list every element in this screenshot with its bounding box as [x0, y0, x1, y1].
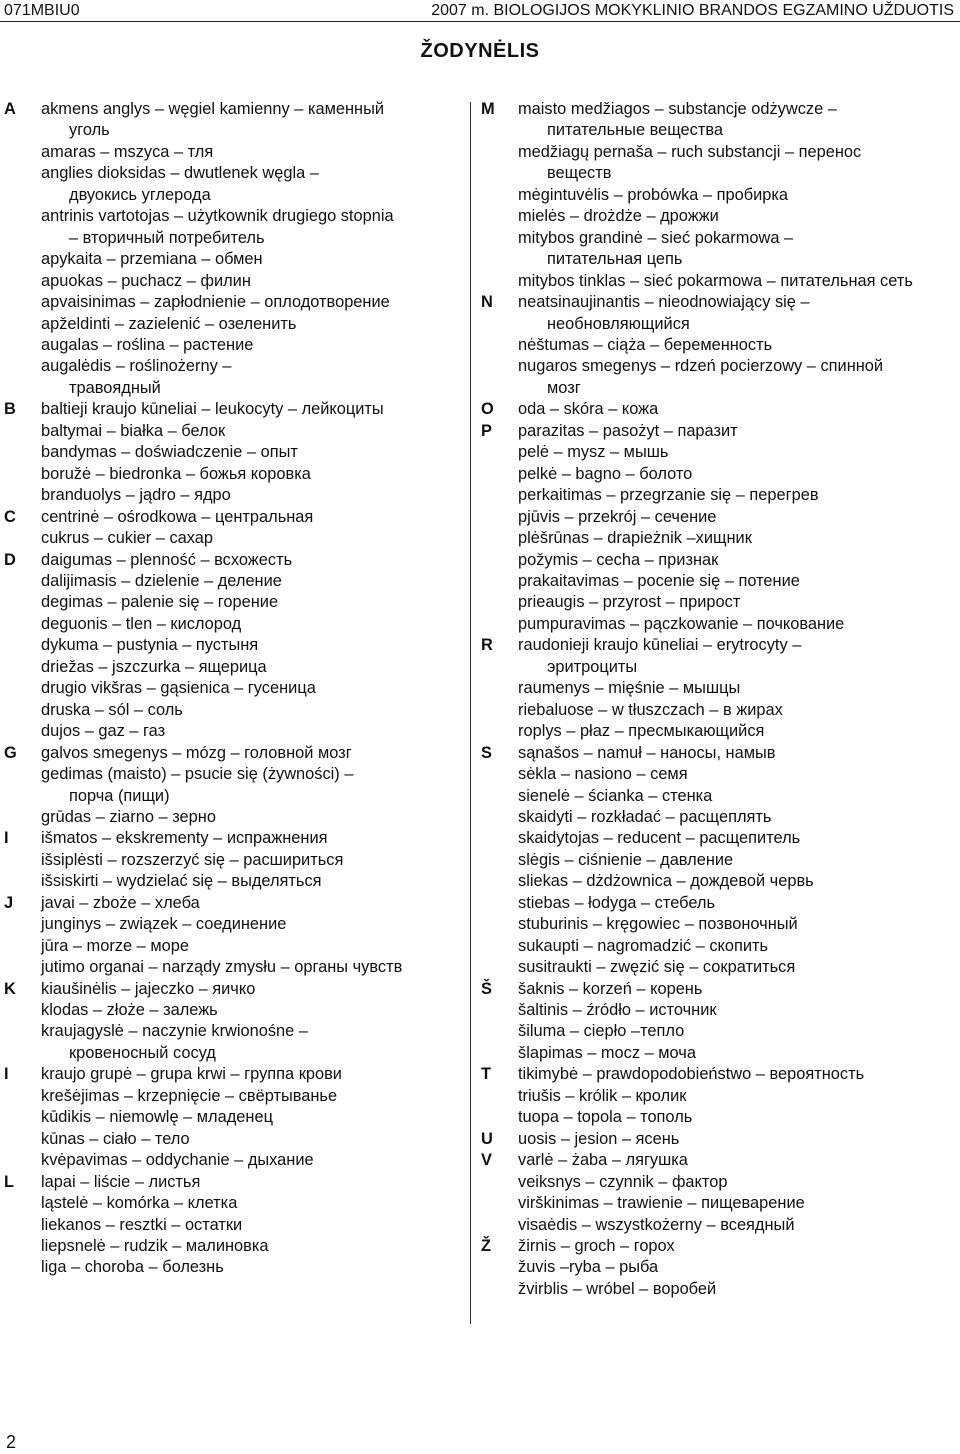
glossary-entry — [0, 571, 440, 592]
glossary-entry — [481, 635, 921, 656]
glossary-entry — [481, 721, 921, 742]
glossary-entry — [481, 1021, 921, 1042]
glossary-entry — [481, 399, 921, 420]
section-letter: K — [4, 979, 16, 998]
entry-text: išsiskirti – wydzielać się – выделяться — [41, 872, 322, 891]
entry-text: anglies dioksidas – dwutlenek węgla – — [41, 164, 319, 183]
exam-code: 071MBIU0 — [4, 2, 80, 19]
entry-text: baltieji kraujo kūneliai – leukocyty – лейкоциты — [41, 400, 384, 419]
section-letter: N — [481, 293, 493, 312]
glossary-entry — [0, 442, 440, 463]
entry-text: tikimybė – prawdopodobieństwo – вероятность — [518, 1065, 865, 1084]
section-letter: I — [4, 829, 9, 848]
entry-text: amaras – mszyca – тля — [41, 142, 214, 161]
glossary-entry — [481, 142, 921, 163]
glossary-entry — [481, 743, 921, 764]
entry-text: sienelė – ścianka – стенка — [518, 786, 713, 805]
glossary-entry — [0, 185, 440, 206]
entry-text: apželdinti – zazielenić – озеленить — [41, 314, 297, 333]
entry-text: augalas – roślina – растение — [41, 335, 254, 354]
glossary-entry — [481, 807, 921, 828]
glossary-entry — [0, 1215, 440, 1236]
glossary-entry — [481, 657, 921, 678]
section-letter: S — [481, 743, 492, 762]
glossary-entry — [0, 871, 440, 892]
entry-text: травоядный — [69, 378, 161, 397]
entry-text: liga – choroba – болезнь — [41, 1258, 224, 1277]
entry-text: jūra – morze – море — [41, 936, 189, 955]
glossary-entry — [481, 1150, 921, 1171]
entry-text: кровеносный сосуд — [69, 1043, 216, 1062]
entry-text: nugaros smegenys – rdzeń pocierzowy – спинной — [518, 357, 884, 376]
section-letter: L — [4, 1172, 15, 1191]
glossary-entry — [481, 786, 921, 807]
entry-text: išmatos – ekskrementy – испражнения — [41, 829, 328, 848]
entry-text: dalijimasis – dzielenie – деление — [41, 571, 282, 590]
glossary-entry — [0, 1193, 440, 1214]
entry-text: – вторичный потребитель — [69, 228, 265, 247]
glossary-entry — [0, 1021, 440, 1042]
section-letter: T — [481, 1065, 492, 1084]
glossary-entry — [481, 592, 921, 613]
glossary-entry — [0, 1064, 440, 1085]
column-divider — [470, 102, 471, 1324]
entry-text: raumenys – mięśnie – мышцы — [518, 679, 741, 698]
entry-text: krešėjimas – krzepnięcie – свёртыванье — [41, 1086, 338, 1105]
glossary-entry — [0, 786, 440, 807]
entry-text: nėštumas – ciąża – беременность — [518, 335, 773, 354]
glossary-entry — [0, 528, 440, 549]
entry-text: požymis – cecha – признак — [518, 550, 719, 569]
entry-text: cukrus – cukier – сахар — [41, 529, 213, 548]
entry-text: mėgintuvėlis – probówka – пробирка — [518, 185, 789, 204]
entry-text: virškinimas – trawienie – пищеварение — [518, 1194, 805, 1213]
entry-text: pjūvis – przekrój – сечение — [518, 507, 717, 526]
entry-text: gedimas (maisto) – psucie się (żywności) – — [41, 765, 354, 784]
glossary-entry — [0, 314, 440, 335]
entry-text: apuokas – puchacz – филин — [41, 271, 251, 290]
glossary-entry — [481, 1129, 921, 1150]
glossary-entry — [481, 120, 921, 141]
section-letter: Ž — [481, 1237, 492, 1256]
entry-text: neatsinaujinantis – nieodnowiający się – — [518, 293, 810, 312]
glossary-entry — [481, 1236, 921, 1257]
glossary-entry — [481, 850, 921, 871]
glossary-entry — [481, 893, 921, 914]
glossary-entry — [481, 314, 921, 335]
entry-text: kūnas – ciało – тело — [41, 1129, 190, 1148]
glossary-entry — [481, 356, 921, 377]
glossary-entry — [0, 828, 440, 849]
glossary-entry — [0, 657, 440, 678]
glossary-entry — [481, 1000, 921, 1021]
entry-text: galvos smegenys – mózg – головной мозг — [41, 743, 352, 762]
glossary-entry — [481, 936, 921, 957]
entry-text: kiaušinėlis – jajeczko – яичко — [41, 979, 256, 998]
entry-text: oda – skóra – кожа — [518, 400, 659, 419]
glossary-entry — [0, 335, 440, 356]
section-letter: M — [481, 100, 495, 118]
glossary-entry — [0, 464, 440, 485]
glossary-entry — [0, 700, 440, 721]
glossary-entry — [0, 507, 440, 528]
entry-text: необновляющийся — [547, 314, 690, 333]
entry-text: stiebas – łodyga – стебель — [518, 893, 716, 912]
glossary-entry — [481, 464, 921, 485]
glossary-entry — [481, 378, 921, 399]
glossary-entry — [0, 1150, 440, 1171]
entry-text: kraujagyslė – naczynie krwionośne – — [41, 1022, 308, 1041]
glossary-entry — [481, 571, 921, 592]
glossary-entry — [0, 550, 440, 571]
entry-text: javai – zboże – хлеба — [41, 893, 200, 912]
entry-text: raudonieji kraujo kūneliai – erytrocyty – — [518, 636, 802, 655]
entry-text: lapai – liście – листья — [41, 1172, 201, 1191]
entry-text: šaltinis – źródło – источник — [518, 1001, 717, 1020]
entry-text: kūdikis – niemowlę – младенец — [41, 1108, 273, 1127]
glossary-entry — [0, 635, 440, 656]
page-number: 2 — [6, 1432, 17, 1452]
entry-text: veiksnys – czynnik – фактор — [518, 1172, 728, 1191]
glossary-entry — [0, 743, 440, 764]
entry-text: эритроциты — [547, 657, 638, 676]
entry-text: parazitas – pasożyt – паразит — [518, 421, 738, 440]
glossary-entry — [481, 528, 921, 549]
glossary-entry — [0, 1043, 440, 1064]
entry-text: apvaisinimas – zapłodnienie – оплодотворение — [41, 293, 390, 312]
glossary-entry — [0, 206, 440, 227]
entry-text: antrinis vartotojas – użytkownik drugiego stopnia — [41, 207, 394, 226]
entry-text: mielės – drożdże – дрожжи — [518, 207, 719, 226]
entry-text: mitybos grandinė – sieć pokarmowa – — [518, 228, 794, 247]
glossary-entry — [0, 914, 440, 935]
glossary-entry — [481, 335, 921, 356]
glossary-entry — [0, 271, 440, 292]
glossary-entry — [481, 828, 921, 849]
glossary-entry — [481, 678, 921, 699]
glossary-entry — [0, 421, 440, 442]
glossary-entry — [481, 292, 921, 313]
glossary-entry — [481, 163, 921, 184]
entry-text: uosis – jesion – ясень — [518, 1129, 680, 1148]
glossary-entry — [0, 850, 440, 871]
glossary-entry — [481, 421, 921, 442]
entry-text: skaidytojas – reducent – расщепитель — [518, 829, 801, 848]
entry-text: sukaupti – nagromadzić – скопить — [518, 936, 769, 955]
entry-text: baltymai – białka – белок — [41, 421, 226, 440]
glossary-entry — [481, 979, 921, 1000]
glossary-entry — [481, 249, 921, 270]
glossary-entry — [0, 614, 440, 635]
section-letter: C — [4, 507, 16, 526]
section-letter: D — [4, 550, 16, 569]
glossary-entry — [0, 678, 440, 699]
entry-text: roplys – płaz – пресмыкающийся — [518, 722, 765, 741]
entry-text: akmens anglys – węgiel kamienny – каменный — [41, 100, 385, 118]
glossary-entry — [481, 550, 921, 571]
entry-text: kraujo grupė – grupa krwi – группа крови — [41, 1065, 342, 1084]
entry-text: daigumas – plenność – всхожесть — [41, 550, 293, 569]
entry-text: pelkė – bagno – болото — [518, 464, 693, 483]
section-letter: J — [4, 893, 14, 912]
entry-text: susitraukti – zwęzić się – сократиться — [518, 958, 796, 977]
section-letter: I — [4, 1065, 9, 1084]
entry-text: веществ — [547, 164, 612, 183]
glossary-entry — [0, 99, 440, 120]
glossary-entry — [0, 485, 440, 506]
glossary-entry — [481, 1107, 921, 1128]
entry-text: perkaitimas – przegrzanie się – перегрев — [518, 486, 819, 505]
glossary-entry — [0, 807, 440, 828]
entry-text: sėkla – nasiono – семя — [518, 765, 688, 784]
entry-text: šiluma – ciepło –тепло — [518, 1022, 685, 1041]
entry-text: triušis – królik – кролик — [518, 1086, 687, 1105]
glossary-entry — [0, 721, 440, 742]
glossary-entry — [0, 1236, 440, 1257]
glossary-left-column — [0, 99, 440, 1279]
entry-text: medžiagų pernaša – ruch substancji – перенос — [518, 142, 862, 161]
glossary-entry — [0, 1129, 440, 1150]
glossary-entry — [481, 206, 921, 227]
glossary-entry — [481, 507, 921, 528]
entry-text: dujos – gaz – газ — [41, 722, 166, 741]
glossary-entry — [0, 292, 440, 313]
entry-text: šaknis – korzeń – корень — [518, 979, 703, 998]
entry-text: порча (пищи) — [69, 786, 170, 805]
glossary-entry — [0, 378, 440, 399]
glossary-entry — [481, 442, 921, 463]
glossary-entry — [481, 485, 921, 506]
entry-text: mitybos tinklas – sieć pokarmowa – питательная сеть — [518, 271, 913, 290]
glossary-entry — [0, 979, 440, 1000]
section-letter: V — [481, 1151, 492, 1170]
section-letter: U — [481, 1129, 493, 1148]
section-letter: B — [4, 400, 16, 419]
glossary-entry — [481, 1257, 921, 1278]
entry-text: deguonis – tlen – кислород — [41, 614, 242, 633]
entry-text: sąnašos – namuł – наносы, намыв — [518, 743, 776, 762]
entry-text: bandymas – doświadczenie – опыт — [41, 443, 298, 462]
glossary-entry — [481, 1086, 921, 1107]
glossary-entry — [0, 1172, 440, 1193]
glossary-entry — [481, 1215, 921, 1236]
glossary-entry — [0, 592, 440, 613]
glossary-entry — [0, 120, 440, 141]
entry-text: degimas – palenie się – горение — [41, 593, 279, 612]
entry-text: varlė – żaba – лягушка — [518, 1151, 688, 1170]
entry-text: žvirblis – wróbel – воробей — [518, 1279, 717, 1298]
entry-text: jutimo organai – narządy zmysłu – органы чувств — [41, 958, 403, 977]
entry-text: klodas – złoże – залежь — [41, 1001, 218, 1020]
glossary-entry — [481, 99, 921, 120]
entry-text: augalėdis – roślinożerny – — [41, 357, 232, 376]
entry-text: pelė – mysz – мышь — [518, 443, 669, 462]
entry-text: уголь — [69, 121, 110, 140]
entry-text: riebaluose – w tłuszczach – в жирах — [518, 700, 783, 719]
glossary-entry — [0, 893, 440, 914]
glossary-entry — [0, 957, 440, 978]
page-header — [0, 0, 960, 22]
entry-text: sliekas – dżdżownica – дождевой червь — [518, 872, 814, 891]
glossary-entry — [0, 1000, 440, 1021]
glossary-entry — [0, 356, 440, 377]
glossary-entry — [0, 228, 440, 249]
entry-text: питательные вещества — [547, 121, 724, 140]
entry-text: apykaita – przemiana – обмен — [41, 250, 263, 269]
section-letter: A — [4, 100, 16, 118]
glossary-entry — [0, 764, 440, 785]
entry-text: branduolys – jądro – ядро — [41, 486, 231, 505]
entry-text: šlapimas – mocz – моча — [518, 1043, 696, 1062]
page-title: ŽODYNĖLIS — [420, 40, 540, 62]
section-letter: G — [4, 743, 17, 762]
section-letter: R — [481, 636, 493, 655]
entry-text: junginys – związek – соединение — [41, 915, 287, 934]
entry-text: питательная цепь — [547, 250, 683, 269]
glossary-entry — [481, 1064, 921, 1085]
entry-text: pumpuravimas – pączkowanie – почкование — [518, 614, 845, 633]
glossary-entry — [481, 764, 921, 785]
entry-text: dykuma – pustynia – пустыня — [41, 636, 259, 655]
entry-text: liepsnelė – rudzik – малиновка — [41, 1237, 269, 1256]
section-letter: Š — [481, 979, 492, 998]
entry-text: druska – sól – соль — [41, 700, 183, 719]
entry-text: ląstelė – komórka – клетка — [41, 1194, 238, 1213]
glossary-entry — [481, 271, 921, 292]
entry-text: двуокись углерода — [69, 185, 211, 204]
section-letter: P — [481, 421, 492, 440]
section-letter: O — [481, 400, 494, 419]
entry-text: slėgis – ciśnienie – давление — [518, 850, 734, 869]
entry-text: žuvis –ryba – рыба — [518, 1258, 659, 1277]
glossary-entry — [0, 142, 440, 163]
glossary-entry — [481, 1193, 921, 1214]
entry-text: driežas – jszczurka – ящерица — [41, 657, 267, 676]
entry-text: prakaitavimas – pocenie się – потение — [518, 571, 800, 590]
entry-text: prieaugis – przyrost – прирост — [518, 593, 741, 612]
entry-text: skaidyti – rozkładać – расщеплять — [518, 807, 772, 826]
glossary-entry — [481, 1279, 921, 1300]
glossary-entry — [481, 1172, 921, 1193]
entry-text: stuburinis – kręgowiec – позвоночный — [518, 915, 798, 934]
entry-text: мозг — [547, 378, 581, 397]
entry-text: žirnis – groch – горох — [518, 1237, 675, 1256]
entry-text: plėšrūnas – drapieżnik –хищник — [518, 529, 752, 548]
entry-text: kvėpavimas – oddychanie – дыхание — [41, 1151, 314, 1170]
exam-title: 2007 m. BIOLOGIJOS MOKYKLINIO BRANDOS EGZAMINO UŽDUOTIS — [431, 2, 954, 19]
entry-text: boružė – biedronka – божья коровка — [41, 464, 311, 483]
glossary-entry — [481, 185, 921, 206]
glossary-entry — [481, 700, 921, 721]
glossary-entry — [481, 1043, 921, 1064]
entry-text: grūdas – ziarno – зерно — [41, 807, 216, 826]
glossary-entry — [0, 1107, 440, 1128]
entry-text: centrinė – ośrodkowa – центральная — [41, 507, 314, 526]
entry-text: liekanos – resztki – остатки — [41, 1215, 243, 1234]
glossary-entry — [481, 871, 921, 892]
glossary-entry — [0, 249, 440, 270]
glossary-entry — [481, 614, 921, 635]
glossary-entry — [0, 1086, 440, 1107]
entry-text: išsiplėsti – rozszerzyć się – расшириться — [41, 850, 344, 869]
entry-text: drugio vikšras – gąsienica – гусеница — [41, 679, 316, 698]
glossary-entry — [0, 163, 440, 184]
glossary-entry — [481, 957, 921, 978]
glossary-entry — [0, 399, 440, 420]
glossary-entry — [0, 936, 440, 957]
entry-text: tuopa – topola – тополь — [518, 1108, 693, 1127]
glossary-entry — [0, 1257, 440, 1278]
header-rule — [0, 21, 960, 22]
glossary-entry — [481, 914, 921, 935]
glossary-entry — [481, 228, 921, 249]
glossary-right-column — [481, 99, 921, 1300]
entry-text: visaėdis – wszystkożerny – всеядный — [518, 1215, 795, 1234]
entry-text: maisto medžiagos – substancje odżywcze – — [518, 100, 837, 118]
